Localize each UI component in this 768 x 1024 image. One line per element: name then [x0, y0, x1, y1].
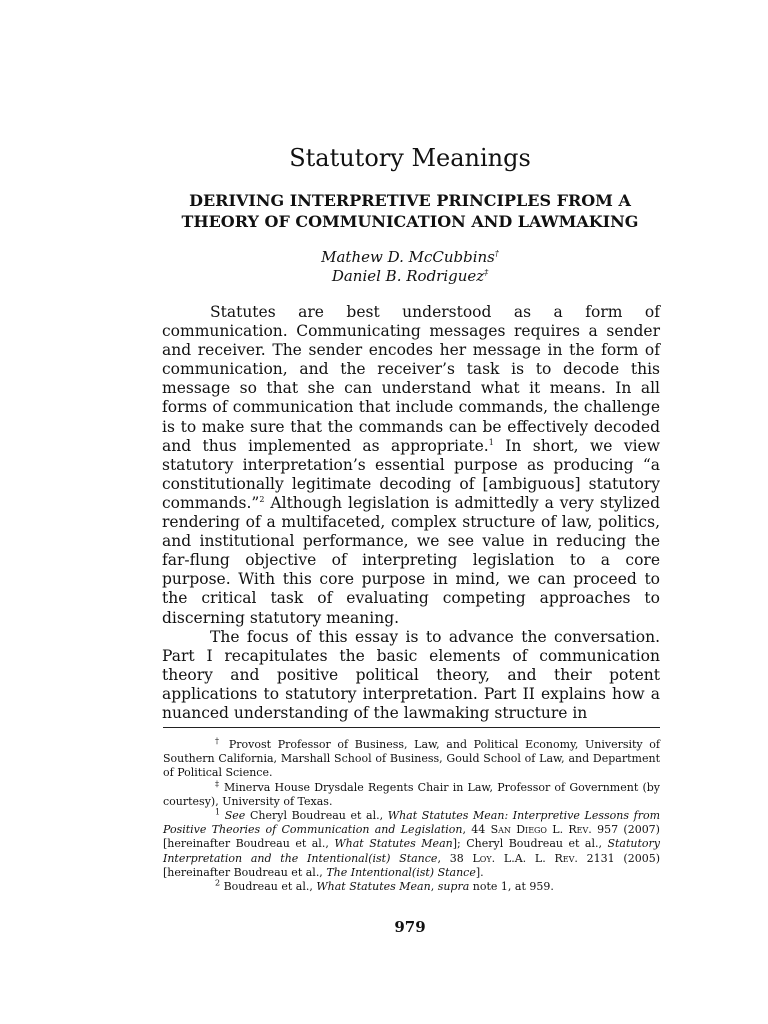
subtitle-line-2: THEORY OF COMMUNICATION AND LAWMAKING — [181, 212, 639, 231]
footnote-1: $^1$ See Cheryl Boudreau et al., What Statutes Mean: Interpretive Lessons from Positive Theories of Communication and Legislation, 44 San Diego L. Rev. 957 (2007) [hereinafter Boudreau et al., What Statutes Mean]; Cheryl Boudreau et al., Statutory Interpretation and the Intentional(ist) Stance, 38 Loy. L.A. L. Rev. 2131 (2005) [hereinafter Boudreau et al., The Intentional(ist) Stance]. — [163, 807, 661, 879]
page-number: 979 — [394, 918, 426, 936]
footnote-ddagger: ‡ Minerva House Drysdale Regents Chair in Law, Professor of Government (by courtesy), University of Texas. — [163, 778, 661, 808]
subtitle-line-1: DERIVING INTERPRETIVE PRINCIPLES FROM A — [189, 191, 631, 210]
article-title: Statutory Meanings — [289, 144, 531, 172]
footnotes — [163, 738, 660, 894]
author-footnote-mark: ‡ — [484, 268, 489, 277]
author-2 — [0, 267, 768, 286]
footnote-mark: † — [215, 736, 223, 746]
footnote-mark: 2 — [215, 878, 221, 888]
author-footnote-mark: † — [494, 249, 499, 258]
footnote-divider — [163, 727, 660, 728]
footnote-2: $^2$ Boudreau et al., What Statutes Mean, supra note 1, at 959. — [215, 878, 554, 894]
article-subtitle — [0, 190, 768, 232]
article-body — [162, 303, 660, 723]
footnote-ref-1[interactable]: 1 — [488, 437, 494, 447]
footnote-mark: ‡ — [215, 778, 220, 788]
author-list — [0, 248, 768, 286]
paragraph-1: Statutes are best understood as a form of communication. Communicating messages requires a sender and receiver. The sender encodes her message in the form of communication, and the receiver’s task is to decode this message so that she can understand what it means. In all forms of communication that include commands, the challenge is to make sure that the commands can be effectively decoded and thus implemented as appropriate.$^1$ In short, we view statutory interpretation’s essential purpose as producing “a constitutionally legitimate decoding of [ambiguous] statutory commands.”$^2$ Although legislation is admittedly a very stylized rendering of a multifaceted, complex structure of law, politics, and institutional performance, we see value in reducing the far-flung objective of interpreting legislation to a core purpose. With this core purpose in mind, we can proceed to the critical task of evaluating competing approaches to discerning statutory meaning. — [162, 303, 660, 627]
author-1 — [0, 248, 768, 267]
footnote-ref-2[interactable]: 2 — [259, 494, 265, 504]
author-name: Daniel B. Rodriguez — [331, 267, 485, 285]
paragraph-2: The focus of this essay is to advance the conversation. Part I recapitulates the basic elements of communication theory and positive political theory, and their potent applications to statutory interpretation. Part II explains how a nuanced understanding of the lawmaking structure in — [162, 627, 660, 722]
footnote-dagger: † Provost Professor of Business, Law, and Political Economy, University of Southern California, Marshall School of Business, Gould School of Law, and Department of Political Science. — [163, 736, 661, 780]
footnote-mark: 1 — [215, 807, 221, 817]
author-name: Mathew D. McCubbins — [321, 248, 495, 266]
